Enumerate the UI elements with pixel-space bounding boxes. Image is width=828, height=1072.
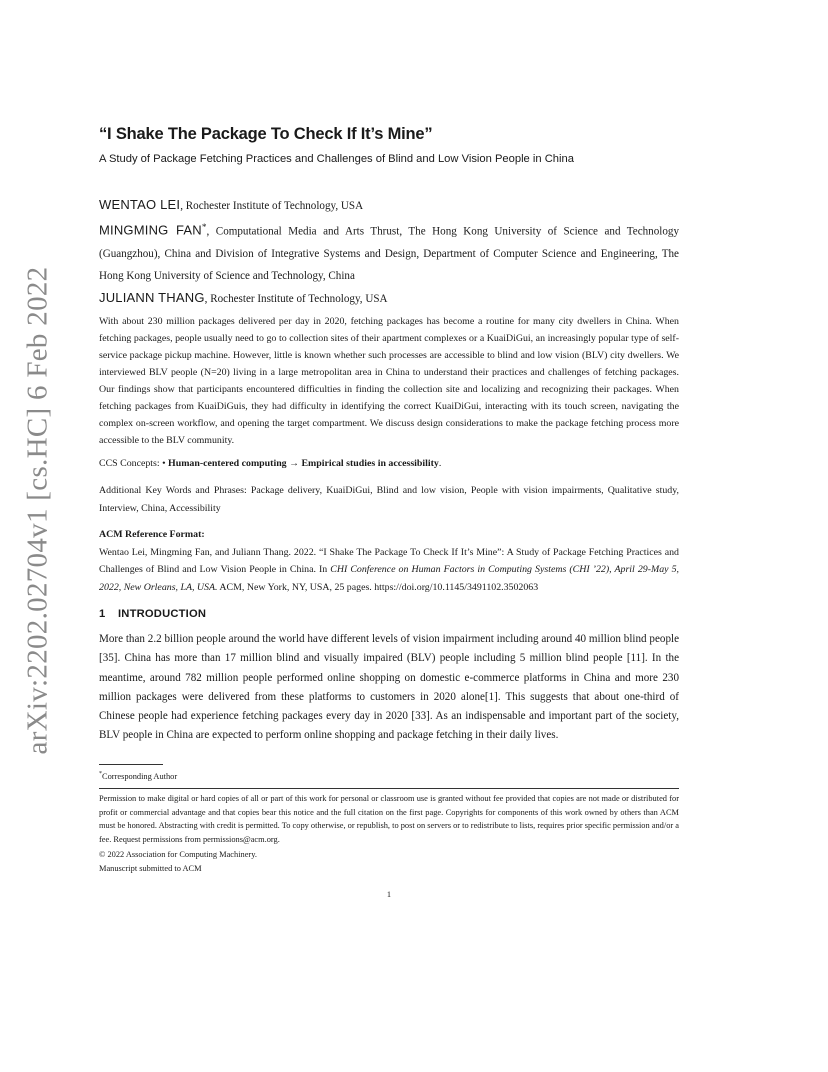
author-affiliation: , Rochester Institute of Technology, USA <box>180 200 364 212</box>
section-heading <box>99 608 206 620</box>
paper-subtitle: A Study of Package Fetching Practices and Challenges of Blind and Low Vision People in China <box>99 153 574 165</box>
footnote-text: Corresponding Author <box>102 771 178 781</box>
acm-reference-doi: ACM, New York, NY, USA, 25 pages. https://doi.org/10.1145/3491102.3502063 <box>217 581 539 593</box>
author-entry <box>99 217 679 287</box>
permission-divider <box>99 788 679 789</box>
acm-reference <box>99 526 679 596</box>
author-name: JULIANN THANG <box>99 289 205 305</box>
intro-paragraph: More than 2.2 billion people around the world have different levels of vision impairment including around 40 million blind people [35]. China has more than 17 million blind and visually impaired (BLV) people including 5 million blind people [11]. In the meantime, around 782 million people performed online shopping on domestic e-commerce platforms in China and more 230 million packages were delivered from these platforms to customers in 2020 alone[1]. This suggests that about one-third of Chinese people had experience fetching packages every day in 2020 [33]. As an indispensable and important part of the society, BLV people in China are expected to perform online shopping and package fetching in their daily lives. <box>99 633 679 742</box>
section-number: 1 <box>99 608 106 620</box>
section-title: INTRODUCTION <box>118 608 207 620</box>
acm-reference-label: ACM Reference Format: <box>99 529 205 540</box>
author-name: MINGMING FAN <box>99 222 202 238</box>
ccs-arrow: → <box>286 458 302 469</box>
manuscript-line: Manuscript submitted to ACM <box>99 864 202 873</box>
ccs-subconcept: Empirical studies in accessibility <box>301 458 439 469</box>
acm-reference-venue: CHI Conference on Human Factors in Computing Systems (CHI ’22), April 29-May 5, 2022, New Orleans, LA, USA. <box>99 564 679 593</box>
footnote-mark: * <box>99 771 102 777</box>
keywords: Additional Key Words and Phrases: Package delivery, KuaiDiGui, Blind and low vision, People with vision impairments, Qualitative study, Interview, China, Accessibility <box>99 485 679 514</box>
acm-reference-text: Wentao Lei, Mingming Fan, and Juliann Thang. 2022. “I Shake The Package To Check If It’s Mine”: A Study of Package Fetching Practices and Challenges of Blind and Low Vision People in China. In <box>99 546 679 575</box>
author-affiliation: , Rochester Institute of Technology, USA <box>204 292 388 305</box>
author-entry <box>99 287 679 310</box>
author-entry <box>99 194 679 217</box>
ccs-concept: Human-centered computing <box>168 458 287 469</box>
corresponding-author-mark: * <box>201 223 207 233</box>
ccs-label: CCS Concepts: • <box>99 458 169 469</box>
author-name: WENTAO LEI <box>99 197 181 212</box>
arxiv-stamp-text: arXiv:2202.02704v1 [cs.HC] 6 Feb 2022 <box>21 266 54 754</box>
ccs-concepts <box>99 455 679 472</box>
ccs-end: . <box>438 458 442 469</box>
author-list <box>99 194 679 310</box>
footnote <box>99 767 177 784</box>
author-affiliation: , Computational Media and Arts Thrust, The Hong Kong University of Science and Technology (Guangzhou), China and Division of Integrative Systems and Design, Department of Computer Science and Engineering, The Hong Kong University of Science and Technology, China <box>99 225 679 282</box>
permission-notice: Permission to make digital or hard copies of all or part of this work for personal or classroom use is granted without fee provided that copies are not made or distributed for profit or commercial advantage and that copies bear this notice and the full citation on the first page. Copyrights for components of this work owned by others than ACM must be honored. Abstracting with credit is permitted. To copy otherwise, or republish, to post on servers or to redistribute to lists, requires prior specific permission and/or a fee. Request permissions from permissions@acm.org. <box>99 794 679 844</box>
paper-title: “I Shake The Package To Check If It’s Mine” <box>99 125 433 143</box>
page-number: 1 <box>386 890 392 899</box>
abstract: With about 230 million packages delivered per day in 2020, fetching packages has become a routine for many city dwellers in China. When fetching packages, people usually need to go to collection sites of their apartment complexes or a KuaiDiGui, an increasingly popular type of self-service package pickup machine. However, little is known whether such processes are accessible to blind and low vision (BLV) city dwellers. We interviewed BLV people (N=20) living in a large metropolitan area in China to understand their practices and challenges of fetching packages. Our findings show that participants encountered difficulties in finding the collection site and localizing and recognizing their packages. When fetching packages from KuaiDiGuis, they had difficulty in identifying the correct KuaiDiGui, interacting with its touch screen, navigating the complex on-screen workflow, and opening the target compartment. We discuss design considerations to make the package fetching process more accessible to the BLV community. <box>99 316 679 446</box>
footnote-divider <box>99 764 163 765</box>
copyright-line: © 2022 Association for Computing Machinery. <box>99 850 257 859</box>
arxiv-stamp <box>16 266 60 754</box>
